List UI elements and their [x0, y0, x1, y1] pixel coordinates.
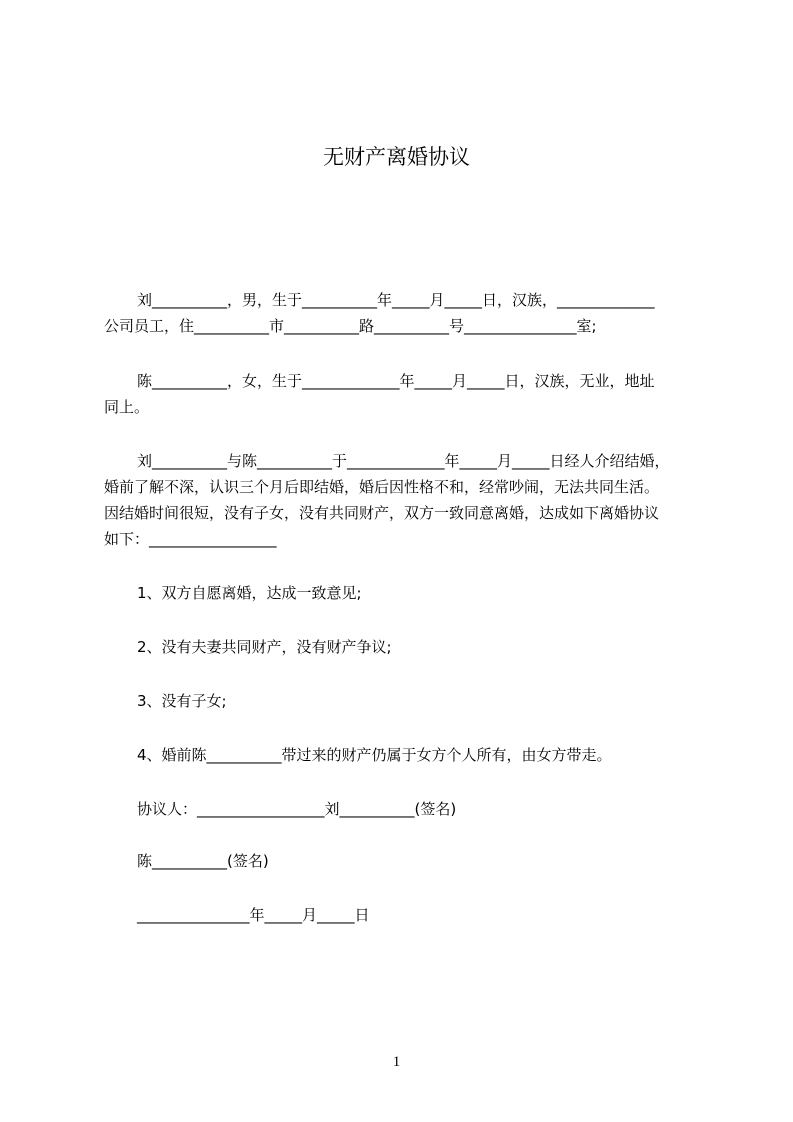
- clause-3-text: 3、没有子女;: [137, 692, 227, 710]
- clause-2-text: 2、没有夫妻共同财产，没有财产争议;: [137, 638, 392, 656]
- clause-2: [104, 634, 704, 660]
- party-one-paragraph: [104, 287, 704, 339]
- document-title: 无财产离婚协议: [323, 145, 470, 169]
- background-paragraph: [104, 448, 704, 552]
- clause-1-text: 1、双方自愿离婚，达成一致意见;: [137, 584, 362, 602]
- date-block: [104, 902, 704, 928]
- background-line-2: 婚前了解不深，认识三个月后即结婚，婚后因性格不和，经常吵闹，无法共同生活。: [104, 478, 660, 496]
- party-two-line-1: 陈__________，女，生于_____________年_____月_____日，汉族，无业，地址: [137, 372, 655, 390]
- signature-block-2: [104, 848, 704, 874]
- clause-1: [104, 580, 704, 606]
- date-line: _______________年_____月_____日: [137, 906, 370, 924]
- background-line-4: 如下：_________________: [104, 530, 277, 548]
- background-line-3: 因结婚时间很短，没有子女，没有共同财产，双方一致同意离婚，达成如下离婚协议: [104, 504, 660, 522]
- page-number: 1: [392, 1054, 401, 1070]
- signature-block-1: [104, 796, 704, 822]
- signature-line-1: 协议人：_________________刘__________(签名): [137, 800, 457, 818]
- party-one-line-2: 公司员工，住__________市__________路__________号_______________室;: [104, 317, 597, 335]
- clause-4: [104, 742, 704, 768]
- clause-3: [104, 688, 704, 714]
- clause-4-text: 4、婚前陈__________带过来的财产仍属于女方个人所有，由女方带走。: [137, 746, 612, 764]
- party-two-paragraph: [104, 368, 704, 420]
- party-one-line-1: 刘__________，男，生于__________年_____月_____日，汉族，_____________: [137, 291, 655, 309]
- party-two-line-2: 同上。: [104, 398, 150, 416]
- signature-line-2: 陈__________(签名): [137, 852, 269, 870]
- background-line-1: 刘__________与陈__________于_____________年_____月_____日经人介绍结婚，: [137, 452, 670, 470]
